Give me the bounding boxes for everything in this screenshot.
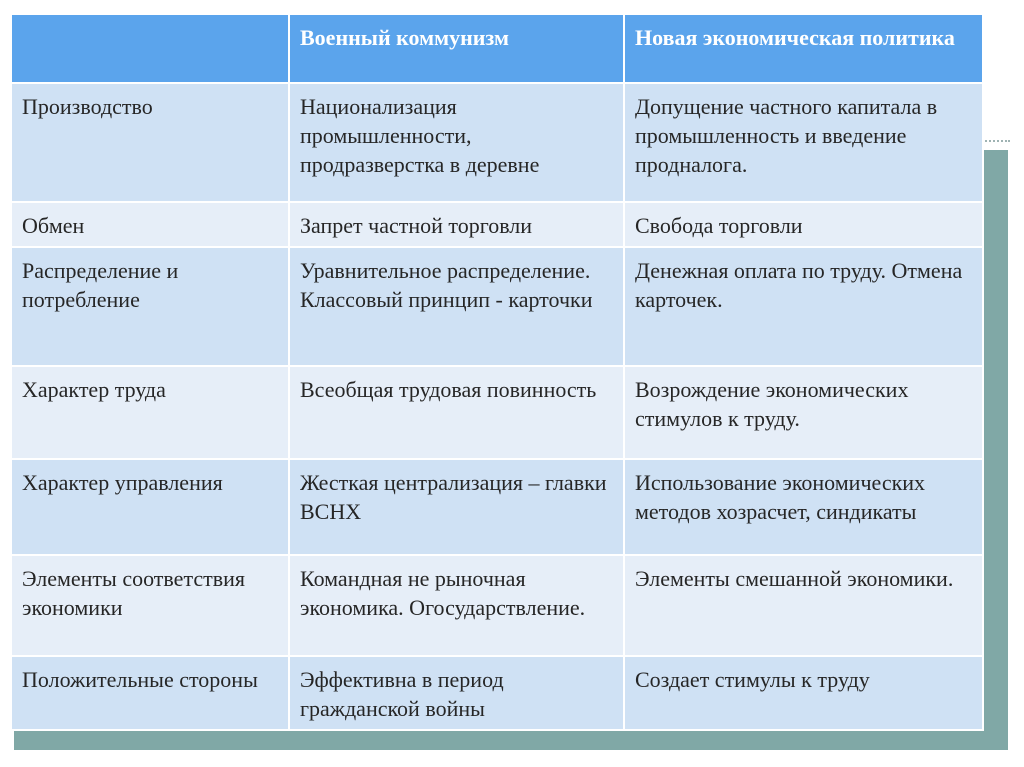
nep-cell: Использование экономических методов хозрасчет, синдикаты <box>624 459 983 555</box>
table-row <box>11 555 983 656</box>
row-label: Распределение и потребление <box>11 247 289 366</box>
table-row <box>11 247 983 366</box>
decorative-dotted-line <box>982 140 1010 142</box>
row-label: Производство <box>11 83 289 202</box>
war-communism-cell: Национализация промышленности, продразверстка в деревне <box>289 83 624 202</box>
war-communism-cell: Жесткая централизация – главки ВСНХ <box>289 459 624 555</box>
row-label: Характер труда <box>11 366 289 459</box>
nep-cell: Свобода торговли <box>624 202 983 247</box>
header-cell-nep: Новая экономическая политика <box>624 14 983 83</box>
war-communism-cell: Эффективна в период гражданской войны <box>289 656 624 730</box>
row-label: Характер управления <box>11 459 289 555</box>
nep-cell: Денежная оплата по труду. Отмена карточек. <box>624 247 983 366</box>
nep-cell: Допущение частного капитала в промышленность и введение продналога. <box>624 83 983 202</box>
war-communism-cell: Уравнительное распределение. Классовый принцип - карточки <box>289 247 624 366</box>
header-cell-war-communism: Военный коммунизм <box>289 14 624 83</box>
war-communism-cell: Запрет частной торговли <box>289 202 624 247</box>
row-label: Элементы соответствия экономики <box>11 555 289 656</box>
table-row <box>11 202 983 247</box>
comparison-table <box>10 13 984 731</box>
nep-cell: Создает стимулы к труду <box>624 656 983 730</box>
table-header <box>11 14 983 83</box>
table-row <box>11 83 983 202</box>
table-row <box>11 656 983 730</box>
nep-cell: Возрождение экономических стимулов к труду. <box>624 366 983 459</box>
war-communism-cell: Всеобщая трудовая повинность <box>289 366 624 459</box>
nep-cell: Элементы смешанной экономики. <box>624 555 983 656</box>
table-header-row <box>11 14 983 83</box>
table-row <box>11 366 983 459</box>
row-label: Обмен <box>11 202 289 247</box>
header-cell-empty <box>11 14 289 83</box>
table-row <box>11 459 983 555</box>
table-body <box>11 83 983 730</box>
comparison-table-container <box>10 13 982 731</box>
row-label: Положительные стороны <box>11 656 289 730</box>
war-communism-cell: Командная не рыночная экономика. Огосударствление. <box>289 555 624 656</box>
